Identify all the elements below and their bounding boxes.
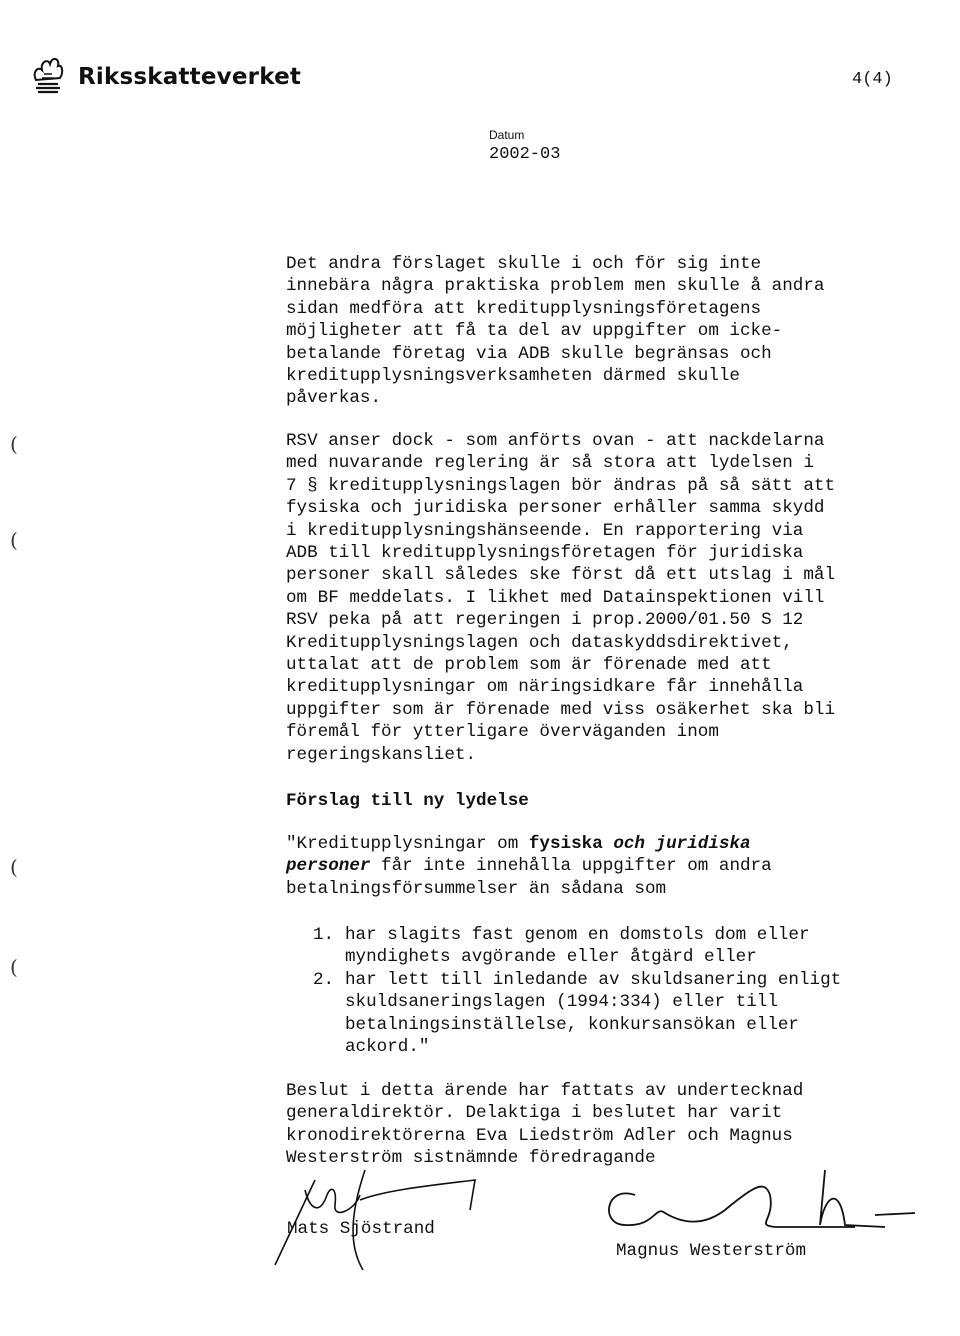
margin-mark: ( xyxy=(10,432,18,456)
margin-mark: ( xyxy=(10,955,18,979)
paragraph-decision: Beslut i detta ärende har fattats av undertecknad generaldirektör. Delaktiga i beslutet har varit kronodirektörerna Eva Liedström Adler och Magnus Westerström sistnämnde föredragande xyxy=(286,1081,804,1169)
quote-line-2 xyxy=(286,855,926,877)
signer-name-right: Magnus Westerström xyxy=(616,1241,807,1261)
page-number: 4(4) xyxy=(852,70,893,89)
list-text: har lett till inledande av skuldsanering enligt skuldsaneringslagen (1994:334) eller till betalningsinställelse, konkursansökan eller ackord." xyxy=(345,970,842,1058)
signer-name-left: Mats Sjöstrand xyxy=(287,1219,435,1239)
margin-mark: ( xyxy=(10,855,18,879)
quote-text: "Kreditupplysningar om xyxy=(286,834,529,854)
list-number: 2. xyxy=(313,970,335,990)
crown-logo-icon xyxy=(30,52,66,94)
date-label: Datum xyxy=(489,128,525,142)
quoted-text xyxy=(286,833,926,900)
quote-space xyxy=(603,834,614,854)
quote-text: får inte innehålla uppgifter om andra xyxy=(370,856,772,877)
list-number: 1. xyxy=(313,925,335,945)
organization-name: Riksskatteverket xyxy=(78,64,302,90)
date-value: 2002-03 xyxy=(489,145,561,164)
list-text: har slagits fast genom en domstols dom eller myndighets avgörande eller åtgärd eller xyxy=(345,925,810,968)
quote-emphasis: fysiska xyxy=(528,834,603,854)
paragraph-2: RSV anser dock - som anförts ovan - att nackdelarna med nuvarande reglering är så stora att lydelsen i 7 § kreditupplysningslagen bör ändras på så sätt att fysiska och juridiska personer erhåller samma skydd i kreditupplysningshänseende. En rapportering via ADB till kreditupplysningsföretagen för juridiska personer skall således ske först då ett utslag i mål om BF meddelats. I likhet med Datainspektionen vill RSV peka på att regeringen i prop.2000/01.50 S 12 Kreditupplysningslagen och dataskyddsdirektivet, uttalat att de problem som är förenade med att kreditupplysningar om näringsidkare får innehålla uppgifter som är förenade med viss osäkerhet ska bli föremål för ytterligare överväganden inom regeringskansliet. xyxy=(286,431,836,765)
quote-emphasis: och juridiska xyxy=(613,834,751,854)
margin-mark: ( xyxy=(10,528,18,552)
signature-left xyxy=(265,1160,495,1270)
paragraph-1: Det andra förslaget skulle i och för sig inte innebära några praktiska problem men skulle å andra sidan medföra att kreditupplysningsföretagens möjligheter att få ta del av uppgifter om icke- betalande företag via ADB skulle begränsas och kreditupplysningsverksamheten därmed skulle påverkas. xyxy=(286,254,825,409)
quote-line-1 xyxy=(286,833,926,855)
quote-emphasis: personer xyxy=(286,856,371,877)
section-heading: Förslag till ny lydelse xyxy=(286,791,529,811)
quote-line-3: betalningsförsummelser än sådana som xyxy=(286,878,667,899)
